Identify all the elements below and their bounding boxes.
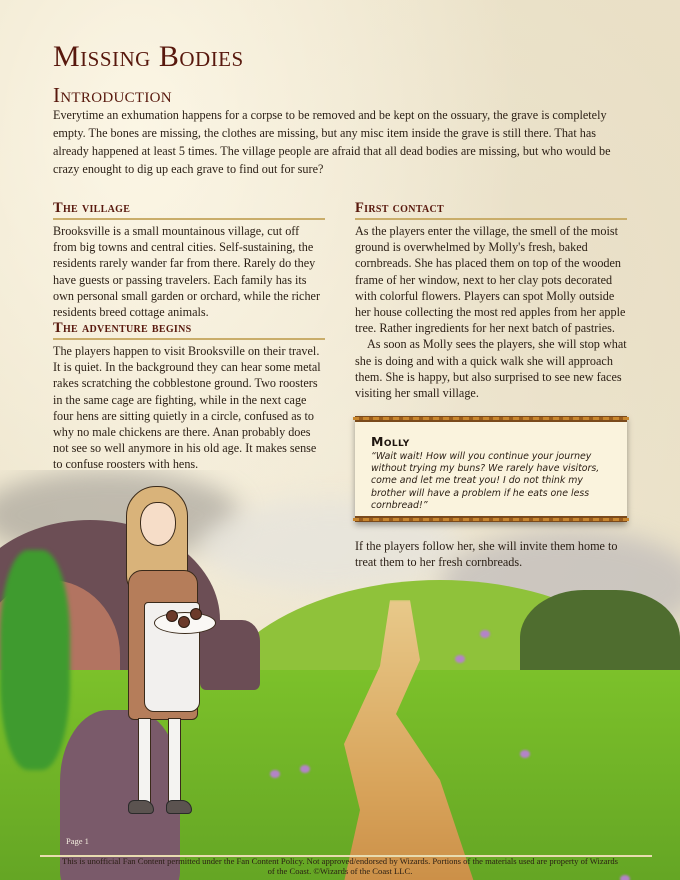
village-text: Brooksville is a small mountainous village, cut off from big towns and central cities. Self-sustaining, the residents rarely wander far from there. Rarely do they have guests or passing travelers. Each family has its own personal small garden or orchard, while the richer residents breed cottage animals.	[53, 224, 321, 320]
note-quote: “Wait wait! How will you continue your journey without trying my buns? We rarely have visitors, come and let me treat you! I do not think my brother will have a problem if he eats one less cornbread!”	[371, 451, 600, 511]
left-column-adventure	[53, 320, 325, 473]
landscape-illustration	[0, 470, 680, 880]
molly-illustration	[118, 482, 228, 842]
adventure-heading: The adventure begins	[53, 320, 325, 340]
introduction-heading: Introduction	[53, 83, 172, 107]
molly-note-box	[355, 416, 627, 522]
first-contact-paragraph-1: As the players enter the village, the smell of the moist ground is overwhelmed by Molly's fresh, baked cornbreads. She has placed them on top of the wooden frame of her window, next to her clay pots decorated with colorful flowers. Players can spot Molly outside her house collecting the most red apples from her apple tree. Rather ingredients for her next batch of pastries.	[355, 224, 626, 336]
document-title: Missing Bodies	[53, 40, 244, 73]
follow-up-text: If the players follow her, she will invite them home to treat them to her fresh cornbreads.	[355, 539, 618, 570]
page-number: Page 1	[66, 836, 89, 846]
right-column	[355, 200, 627, 401]
legal-notice: This is unofficial Fan Content permitted under the Fan Content Policy. Not approved/endorsed by Wizards. Portions of the materials used are property of Wizards of the Coast. ©Wizards of the Coast LLC.	[61, 856, 619, 876]
note-heading: Molly	[371, 434, 410, 449]
introduction-text: Everytime an exhumation happens for a corpse to be removed and be kept on the ossuary, the grave is completely empty. The bones are missing, the clothes are missing, but any misc item inside the grave is still there. That has already happened at least 5 times. The village people are afraid that all dead bodies are missing, but who would be crazy enought to dig up each grave to find out for sure?	[53, 108, 611, 176]
adventure-text: The players happen to visit Brooksville on their travel. It is quiet. In the background they can hear some metal rakes scratching the cobblestone ground. Two roosters in the same cage are fighting, while in the next cage four hens are sitting quietly in a circle, confused as to why no male chickens are there. Anan probably does not see so well anymore in his old age. It makes sense to confuse roosters with hens.	[53, 344, 321, 472]
village-heading: The village	[53, 200, 325, 220]
first-contact-heading: First contact	[355, 200, 627, 220]
follow-up-block	[355, 538, 627, 570]
first-contact-paragraph-2: As soon as Molly sees the players, she will stop what she is doing and with a quick walk she will approach them. She is happy, but also surprised to see new faces visiting her small village.	[355, 337, 627, 401]
left-column	[53, 200, 325, 320]
